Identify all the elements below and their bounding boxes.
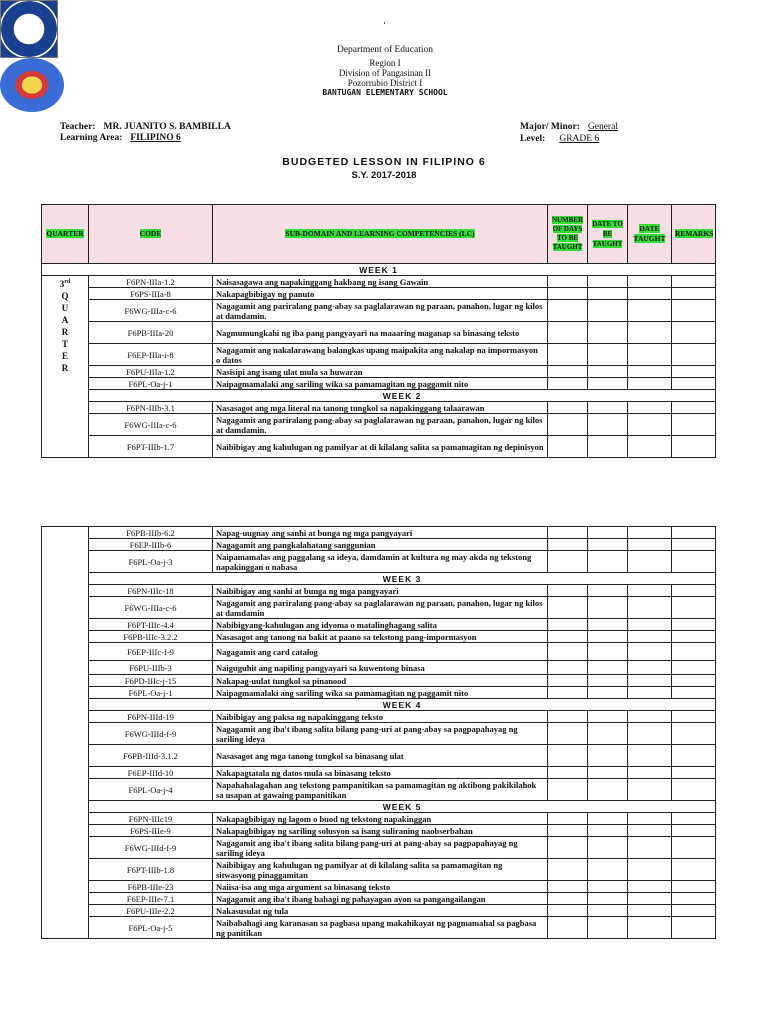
week-1-header: WEEK 1 [42, 264, 716, 276]
col-date-to: DATE TO BE TAUGHT [588, 205, 628, 264]
major-line [520, 122, 618, 132]
week-2-header: WEEK 2 [89, 390, 716, 402]
teacher-label: Teacher: [60, 122, 96, 132]
row-competency: Nakasusulat ng tula [213, 905, 548, 917]
row-competency: Napag-uugnay ang sanhi at bunga ng mga pangyayari [213, 527, 548, 539]
level-label: Level: [520, 134, 546, 144]
row-code: F6PN-IIIb-3.1 [89, 402, 213, 414]
doc-title: BUDGETED LESSON IN FILIPINO 6 [282, 156, 486, 168]
row-competency: Naibibigay ang kahulugan ng pamilyar at di kilalang salita sa pamamagitan ng sitwasyong pinaggamitan [213, 859, 548, 881]
row-code: F6PL-Oa-j-3 [89, 551, 213, 573]
col-days: NUMBER OF DAYS TO BE TAUGHT [548, 205, 588, 264]
school-year: S.Y. 2017-2018 [351, 170, 417, 181]
lesson-table-page2 [41, 526, 716, 939]
row-competency: Napahahalagahan ang tekstong pampanitikan sa pamamagitan ng aktibong pakikilahok sa usapan at gawaing pampanitikan [213, 779, 548, 801]
teacher-name: MR. JUANITO S. BAMBILLA [103, 122, 231, 132]
row-competency: Nabibigyang-kahulugan ang idyoma o matalinghagang salita [213, 619, 548, 631]
row-competency: Naipagmamalaki ang sariling wika sa pamamagitan ng paggamit nito [213, 378, 548, 390]
row-competency: Naisasagawa ang napakinggang hakbang ng isang Gawain [213, 276, 548, 288]
row-code: F6PU-IIIb-3 [89, 661, 213, 675]
row-competency: Naipagmamalaki ang sariling wika sa pamamagitan ng paggamit nito [213, 687, 548, 699]
row-code: F6PL-Oa-j-4 [89, 779, 213, 801]
row-code: F6PU-IIIa-1.2 [89, 366, 213, 378]
deped-seal-logo [0, 0, 58, 58]
row-competency: Nakapagbibigay ng panuto [213, 288, 548, 300]
row-code: F6WG-IIIa-c-6 [89, 414, 213, 436]
school-seal-logo [0, 58, 64, 112]
row-code: F6EP-IIIc-f-9 [89, 643, 213, 661]
row-code: F6EP-IIIb-6 [89, 539, 213, 551]
division: Division of Pangasinan II [338, 68, 432, 78]
row-code: F6PN-IIId-19 [89, 711, 213, 723]
row-competency: Nasasagot ang tanong na bakit at paano sa tekstong pang-impormasyon [213, 631, 548, 643]
row-competency: Nagagamit ang iba't ibang salita bilang pang-uri at pang-abay sa pagpapahayag ng sariling ideya [213, 837, 548, 859]
row-competency: Naibibigay ang kahulugan ng pamilyar at di kilalang salita sa pamamagitan ng depinisyon [213, 436, 548, 458]
stray-mark: ‘ [383, 20, 386, 30]
row-code: F6WG-IIId-f-9 [89, 723, 213, 745]
row-competency: Naiguguhit ang napiling pangyayari sa kuwentong binasa [213, 661, 548, 675]
row-code: F6EP-IIId-10 [89, 767, 213, 779]
col-lc: SUB-DOMAIN AND LEARNING COMPETENCIES (LC) [213, 205, 548, 264]
row-competency: Nakapagbibigay ng lagom o buod ng tekstong napakinggan [213, 813, 548, 825]
row-competency: Naiisa-isa ang mga argument sa binasang teksto [213, 881, 548, 893]
col-remarks: REMARKS [672, 205, 716, 264]
row-code: F6PT-IIIb-1.7 [89, 436, 213, 458]
row-competency: Nasasagot ang mga tanong tungkol sa binasang ulat [213, 745, 548, 767]
row-code: F6PL-Oa-j-5 [89, 917, 213, 939]
row-competency: Nasisipi ang isang ulat mula sa huwaran [213, 366, 548, 378]
row-code: F6PS-IIIe-9 [89, 825, 213, 837]
col-quarter: QUARTER [42, 205, 89, 264]
area-line [60, 133, 181, 143]
area-label: Learning Area: [60, 133, 123, 143]
row-code: F6PB-IIIe-23 [89, 881, 213, 893]
row-competency: Nagagamit ang pangkalahatang sanggunian [213, 539, 548, 551]
row-competency: Naipamamalas ang paggalang sa ideya, damdamin at kultura ng may akda ng tekstong napakinggan o nabasa [213, 551, 548, 573]
row-code: F6EP-IIIe-7.1 [89, 893, 213, 905]
row-code: F6WG-IIIa-c-6 [89, 597, 213, 619]
row-code: F6WG-IIId-f-9 [89, 837, 213, 859]
row-competency: Nagagamit ang pariralang pang-abay sa paglalarawan ng paraan, panahon, lugar ng kilos at damdamin [213, 597, 548, 619]
region: Region I [369, 58, 401, 68]
row-competency: Naibabahagi ang karanasan sa pagbasa upang makahikayat ng pagmamahal sa pagbasa ng panitikan [213, 917, 548, 939]
level-value: GRADE 6 [559, 134, 600, 144]
row-code: F6PL-Oa-j-1 [89, 378, 213, 390]
row-code: F6PB-IIIc-3.2.2 [89, 631, 213, 643]
teacher-line [60, 122, 231, 132]
row-code: F6PN-IIIc19 [89, 813, 213, 825]
col-code: CODE [89, 205, 213, 264]
row-competency: Nasasagot ang mga literal na tanong tungkol sa napakinggang talaarawan [213, 402, 548, 414]
row-code: F6PD-IIIc-j-15 [89, 675, 213, 687]
major-value: General [587, 122, 618, 132]
row-code: F6WG-IIIa-c-6 [89, 300, 213, 322]
row-code: F6PB-IIIb-6.2 [89, 527, 213, 539]
row-competency: Naibibigay ang paksa ng napakinggang teksto [213, 711, 548, 723]
area-value: FILIPINO 6 [130, 133, 181, 143]
row-code: F6PT-IIIb-1.8 [89, 859, 213, 881]
row-code: F6PL-Oa-j-1 [89, 687, 213, 699]
row-code: F6PB-IIId-3.1.2 [89, 745, 213, 767]
quarter-cell-cont [42, 527, 89, 939]
row-competency: Nagagamit ang pariralang pang-abay sa paglalarawan ng paraan, panahon, lugar ng kilos at damdamin. [213, 414, 548, 436]
quarter-cell: 3rd Q U A R T E R [42, 276, 89, 458]
row-competency: Nagagamit ang iba't ibang salita bilang pang-uri at pang-abay sa pagpapahayag ng sariling ideya [213, 723, 548, 745]
row-competency: Nakapagbibigay ng sariling solusyon sa isang suliraning naobserbahan [213, 825, 548, 837]
row-code: F6PS-IIIa-8 [89, 288, 213, 300]
row-code: F6PU-IIIe-2.2 [89, 905, 213, 917]
major-label: Major/ Minor: [520, 122, 580, 132]
row-competency: Naibibigay ang sanhi at bunga ng mga pangyayari [213, 585, 548, 597]
row-competency: Nakapagtatala ng datos mula sa binasang teksto [213, 767, 548, 779]
row-code: F6PT-IIIc-4.4 [89, 619, 213, 631]
row-competency: Nagagamit ang nakalarawang balangkas upang maipakita ang nakalap na impormasyon o datos [213, 344, 548, 366]
row-competency: Nagagamit ang iba't ibang bahagi ng pahayagan ayon sa pangangailangan [213, 893, 548, 905]
row-competency: Nagmumungkahi ng iba pang pangyayari na maaaring maganap sa binasang teksto [213, 322, 548, 344]
week-3-header: WEEK 3 [89, 573, 716, 585]
row-competency: Nagagamit ang card catalog [213, 643, 548, 661]
row-code: F6PN-IIIc-18 [89, 585, 213, 597]
level-line [520, 134, 599, 144]
row-code: F6PB-IIIa-20 [89, 322, 213, 344]
district: Pozorrubio District I [347, 78, 423, 88]
row-competency: Nakapag-uulat tungkol sa pinanood [213, 675, 548, 687]
row-code: F6PN-IIIa-1.2 [89, 276, 213, 288]
week-4-header: WEEK 4 [89, 699, 716, 711]
row-competency: Nagagamit ang pariralang pang-abay sa paglalarawan ng paraan, panahon, lugar ng kilos at damdamin. [213, 300, 548, 322]
col-date-taught: DATE TAUGHT [628, 205, 672, 264]
week-5-header: WEEK 5 [89, 801, 716, 813]
row-code: F6EP-IIIa-i-8 [89, 344, 213, 366]
lesson-table-page1 [41, 204, 716, 458]
school-name: BANTUGAN ELEMENTARY SCHOOL [322, 88, 448, 97]
dept-name: Department of Education [336, 45, 434, 55]
